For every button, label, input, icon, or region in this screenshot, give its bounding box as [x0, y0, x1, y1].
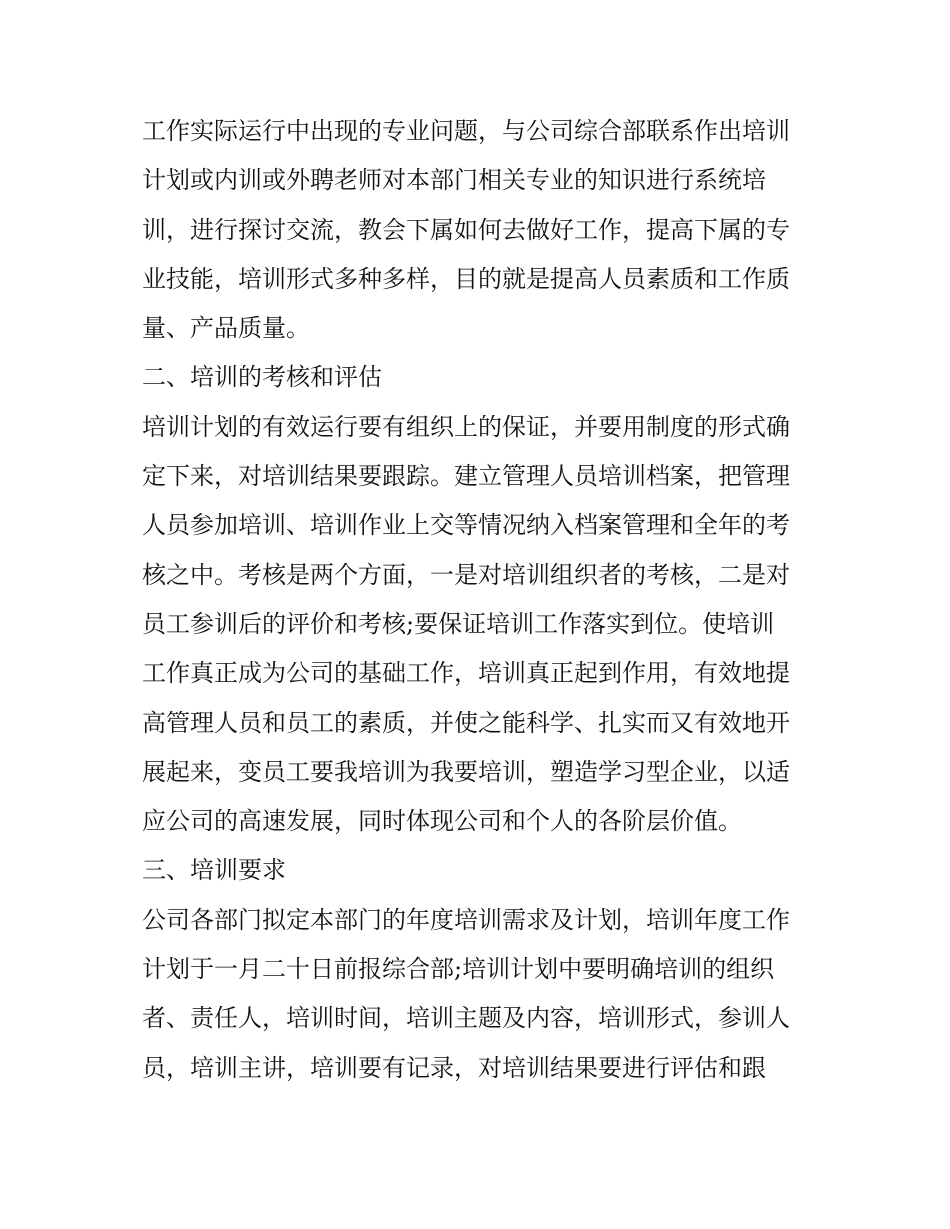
paragraph-line: 业技能，培训形式多种多样，目的就是提高人员素质和工作质 [142, 264, 790, 293]
paragraph-line: 计划或内训或外聘老师对本部门相关专业的知识进行系统培 [142, 166, 766, 195]
paragraph-line: 工作实际运行中出现的专业问题，与公司综合部联系作出培训 [142, 117, 790, 145]
paragraph-line: 展起来，变员工要我培训为我要培训，塑造学习型企业，以适 [142, 757, 790, 786]
paragraph-line: 培训计划的有效运行要有组织上的保证，并要用制度的形式确 [142, 412, 790, 441]
paragraph-line: 应公司的高速发展，同时体现公司和个人的各阶层价值。 [142, 807, 742, 836]
paragraph-line: 员工参训后的评价和考核;要保证培训工作落实到位。使培训 [142, 609, 775, 638]
paragraph-line: 者、责任人，培训时间，培训主题及内容，培训形式，参训人 [142, 1004, 790, 1033]
paragraph-line: 工作真正成为公司的基础工作，培训真正起到作用，有效地提 [142, 659, 790, 688]
paragraph-line: 定下来，对培训结果要跟踪。建立管理人员培训档案，把管理 [142, 462, 790, 491]
paragraph-line: 量、产品质量。 [142, 314, 310, 343]
paragraph-line: 高管理人员和员工的素质，并使之能科学、扎实而又有效地开 [142, 708, 790, 737]
section-heading: 三、培训要求 [142, 856, 286, 885]
paragraph-line: 训，进行探讨交流，教会下属如何去做好工作，提高下属的专 [142, 215, 790, 244]
paragraph-line: 员，培训主讲，培训要有记录，对培训结果要进行评估和跟 [142, 1053, 766, 1082]
paragraph-line: 公司各部门拟定本部门的年度培训需求及计划，培训年度工作 [142, 905, 790, 934]
paragraph-line: 人员参加培训、培训作业上交等情况纳入档案管理和全年的考 [142, 511, 790, 540]
paragraph-line: 计划于一月二十日前报综合部;培训计划中要明确培训的组织 [142, 955, 775, 984]
document-body [142, 107, 832, 1093]
section-heading: 二、培训的考核和评估 [142, 363, 382, 392]
paragraph-line: 核之中。考核是两个方面，一是对培训组织者的考核，二是对 [142, 560, 790, 589]
